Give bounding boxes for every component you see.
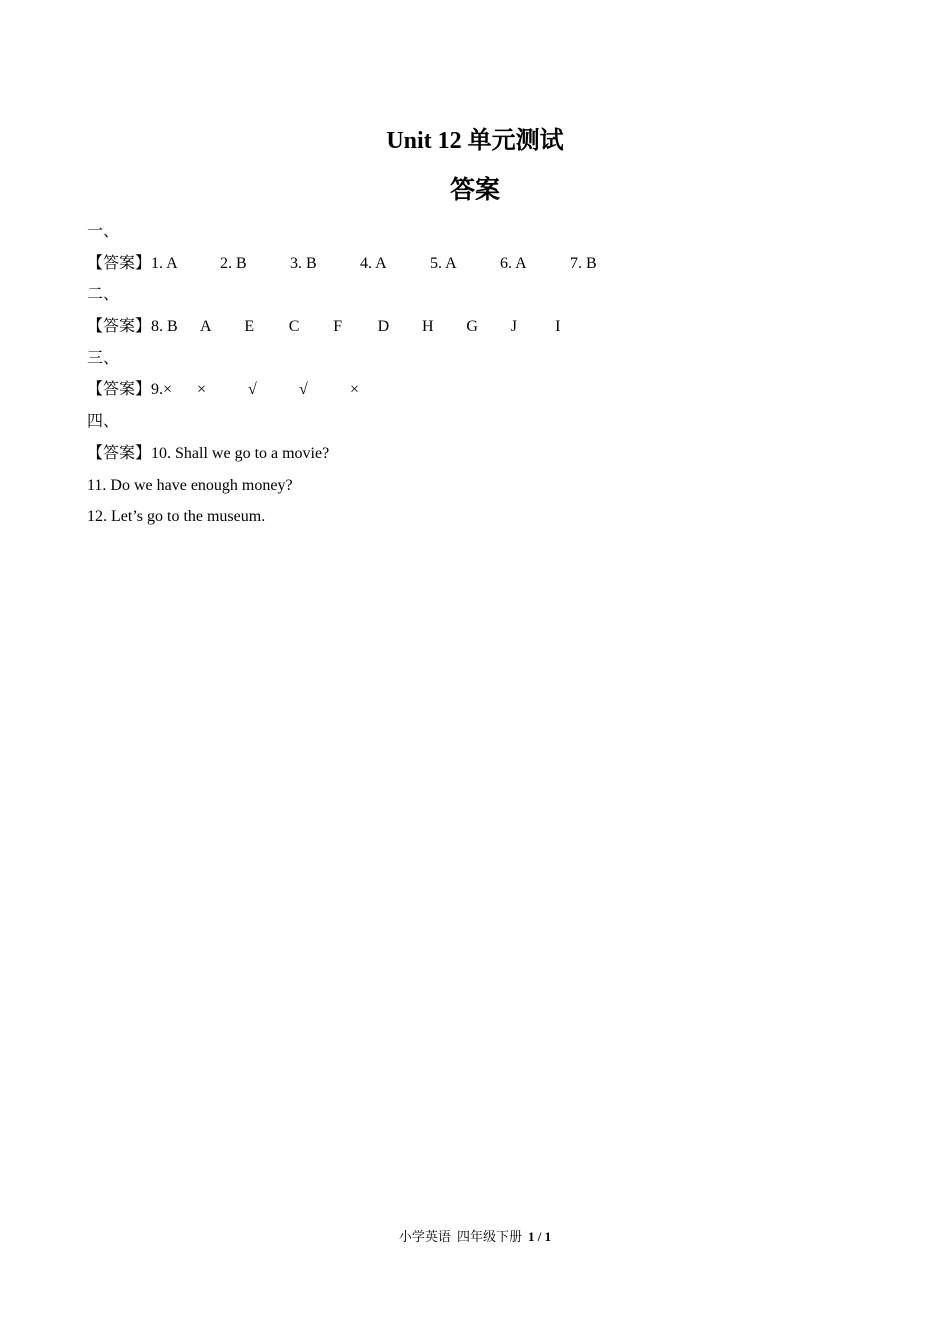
- answer-prefix: 【答案】: [87, 381, 152, 399]
- answer-sentence: 12. Let’s go to the museum.: [87, 508, 266, 526]
- answer-sentence: 11. Do we have enough money?: [87, 476, 293, 494]
- answer-row-1: [87, 248, 867, 280]
- answer-item: ×: [350, 381, 360, 399]
- answer-prefix: 【答案】: [87, 444, 152, 462]
- answer-item: 1. A: [151, 254, 178, 272]
- answer-item: 7. B: [570, 254, 597, 272]
- answer-item: 6. A: [500, 254, 527, 272]
- section-heading-2: 二、: [87, 286, 120, 304]
- answer-item: D: [377, 318, 390, 336]
- answer-item: ×: [197, 381, 207, 399]
- answer-item: √: [248, 381, 257, 399]
- answer-prefix: 【答案】: [87, 318, 152, 336]
- answer-item: 8. B: [151, 318, 178, 336]
- answer-item: F: [333, 318, 343, 336]
- footer-grade: 四年级下册: [456, 1229, 522, 1244]
- answer-item: A: [200, 318, 212, 336]
- section-heading-1: 一、: [87, 223, 120, 240]
- answer-item: E: [244, 318, 255, 336]
- answer-item: 9.×: [151, 381, 173, 399]
- answer-item: √: [299, 381, 308, 399]
- document-title: Unit 12 单元测试: [386, 128, 564, 154]
- answer-item: I: [555, 318, 561, 336]
- page-number: 1 / 1: [527, 1229, 552, 1244]
- answer-item: 5. A: [430, 254, 457, 272]
- answer-item: C: [288, 318, 300, 336]
- answer-row-4: [87, 438, 867, 470]
- answer-sentence: 10. Shall we go to a movie?: [151, 444, 330, 462]
- answer-item: 4. A: [360, 254, 387, 272]
- answer-prefix: 【答案】: [87, 254, 152, 272]
- answer-row-2: [87, 311, 867, 343]
- answer-item: H: [421, 318, 434, 336]
- answer-item: G: [466, 318, 478, 336]
- section-heading-3: 三、: [87, 349, 120, 367]
- answer-row-3: [87, 374, 867, 406]
- document-subtitle: 答案: [449, 177, 500, 204]
- answer-item: 3. B: [290, 254, 317, 272]
- section-heading-4: 四、: [87, 413, 120, 431]
- answer-content: [87, 216, 867, 533]
- footer-subject: 小学英语: [398, 1229, 451, 1244]
- page-footer: [0, 1227, 950, 1247]
- answer-item: 2. B: [220, 254, 247, 272]
- answer-item: J: [510, 318, 517, 336]
